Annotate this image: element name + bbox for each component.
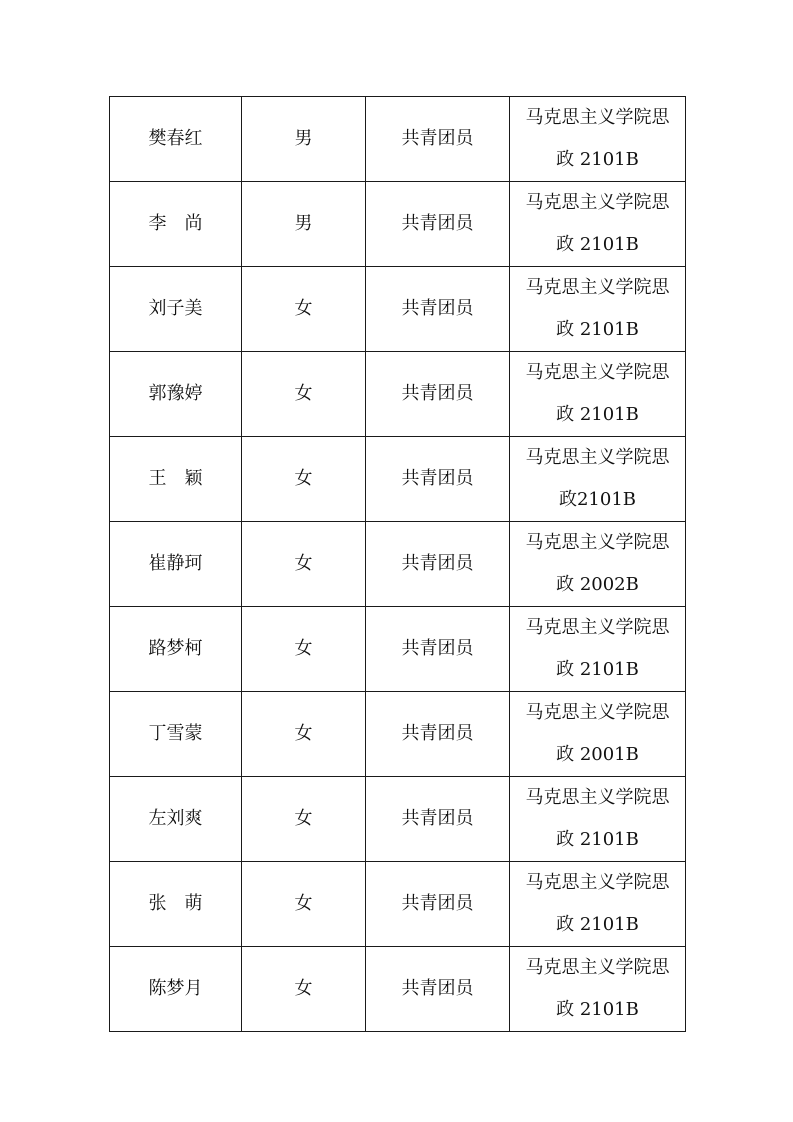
name-cell: 李 尚: [110, 182, 242, 267]
table-row: [110, 182, 686, 267]
gender-cell: 女: [242, 777, 366, 862]
political-status-cell: 共青团员: [366, 607, 510, 692]
class-line-1: 马克思主义学院思: [525, 362, 670, 383]
gender-cell: 女: [242, 522, 366, 607]
class-cell: [510, 437, 686, 522]
name-cell: 左刘爽: [110, 777, 242, 862]
table-row: [110, 692, 686, 777]
table-row: [110, 777, 686, 862]
name-cell: 樊春红: [110, 97, 242, 182]
class-line-2: 政 2101B: [556, 234, 639, 255]
table-row: [110, 97, 686, 182]
class-line-2: 政 2101B: [556, 404, 639, 425]
table-row: [110, 862, 686, 947]
political-status-cell: 共青团员: [366, 437, 510, 522]
class-cell: [510, 97, 686, 182]
table-row: [110, 352, 686, 437]
class-line-2: 政 2101B: [556, 319, 639, 340]
class-line-1: 马克思主义学院思: [525, 532, 670, 553]
political-status-cell: 共青团员: [366, 522, 510, 607]
gender-cell: 女: [242, 862, 366, 947]
class-line-2: 政 2002B: [556, 574, 639, 595]
name-cell: 张 萌: [110, 862, 242, 947]
political-status-cell: 共青团员: [366, 182, 510, 267]
class-cell: [510, 947, 686, 1032]
class-line-2: 政 2101B: [556, 999, 639, 1020]
political-status-cell: 共青团员: [366, 692, 510, 777]
class-line-1: 马克思主义学院思: [525, 192, 670, 213]
gender-cell: 女: [242, 267, 366, 352]
name-cell: 路梦柯: [110, 607, 242, 692]
roster-body: [110, 97, 686, 1032]
class-line-1: 马克思主义学院思: [525, 107, 670, 128]
gender-cell: 女: [242, 607, 366, 692]
class-line-1: 马克思主义学院思: [525, 702, 670, 723]
name-cell: 郭豫婷: [110, 352, 242, 437]
name-cell: 刘子美: [110, 267, 242, 352]
class-line-1: 马克思主义学院思: [525, 872, 670, 893]
gender-cell: 女: [242, 692, 366, 777]
political-status-cell: 共青团员: [366, 862, 510, 947]
class-line-1: 马克思主义学院思: [525, 447, 670, 468]
class-line-1: 马克思主义学院思: [525, 787, 670, 808]
class-cell: [510, 692, 686, 777]
name-cell: 王 颖: [110, 437, 242, 522]
table-row: [110, 437, 686, 522]
political-status-cell: 共青团员: [366, 97, 510, 182]
name-cell: 陈梦月: [110, 947, 242, 1032]
class-line-2: 政 2101B: [556, 149, 639, 170]
class-line-2: 政 2101B: [556, 914, 639, 935]
political-status-cell: 共青团员: [366, 267, 510, 352]
name-cell: 崔静珂: [110, 522, 242, 607]
name-cell: 丁雪蒙: [110, 692, 242, 777]
class-cell: [510, 522, 686, 607]
member-roster-table: [109, 96, 686, 1032]
class-cell: [510, 267, 686, 352]
class-line-2: 政 2101B: [556, 659, 639, 680]
gender-cell: 女: [242, 947, 366, 1032]
class-cell: [510, 352, 686, 437]
class-cell: [510, 777, 686, 862]
gender-cell: 男: [242, 97, 366, 182]
gender-cell: 女: [242, 437, 366, 522]
class-line-2: 政 2101B: [556, 829, 639, 850]
class-cell: [510, 607, 686, 692]
political-status-cell: 共青团员: [366, 947, 510, 1032]
class-cell: [510, 862, 686, 947]
class-line-2: 政 2001B: [556, 744, 639, 765]
political-status-cell: 共青团员: [366, 777, 510, 862]
gender-cell: 女: [242, 352, 366, 437]
class-line-1: 马克思主义学院思: [525, 277, 670, 298]
class-cell: [510, 182, 686, 267]
table-row: [110, 522, 686, 607]
table-row: [110, 607, 686, 692]
class-line-2: 政2101B: [558, 489, 637, 510]
table-row: [110, 947, 686, 1032]
political-status-cell: 共青团员: [366, 352, 510, 437]
class-line-1: 马克思主义学院思: [525, 617, 670, 638]
table-row: [110, 267, 686, 352]
gender-cell: 男: [242, 182, 366, 267]
class-line-1: 马克思主义学院思: [525, 957, 670, 978]
